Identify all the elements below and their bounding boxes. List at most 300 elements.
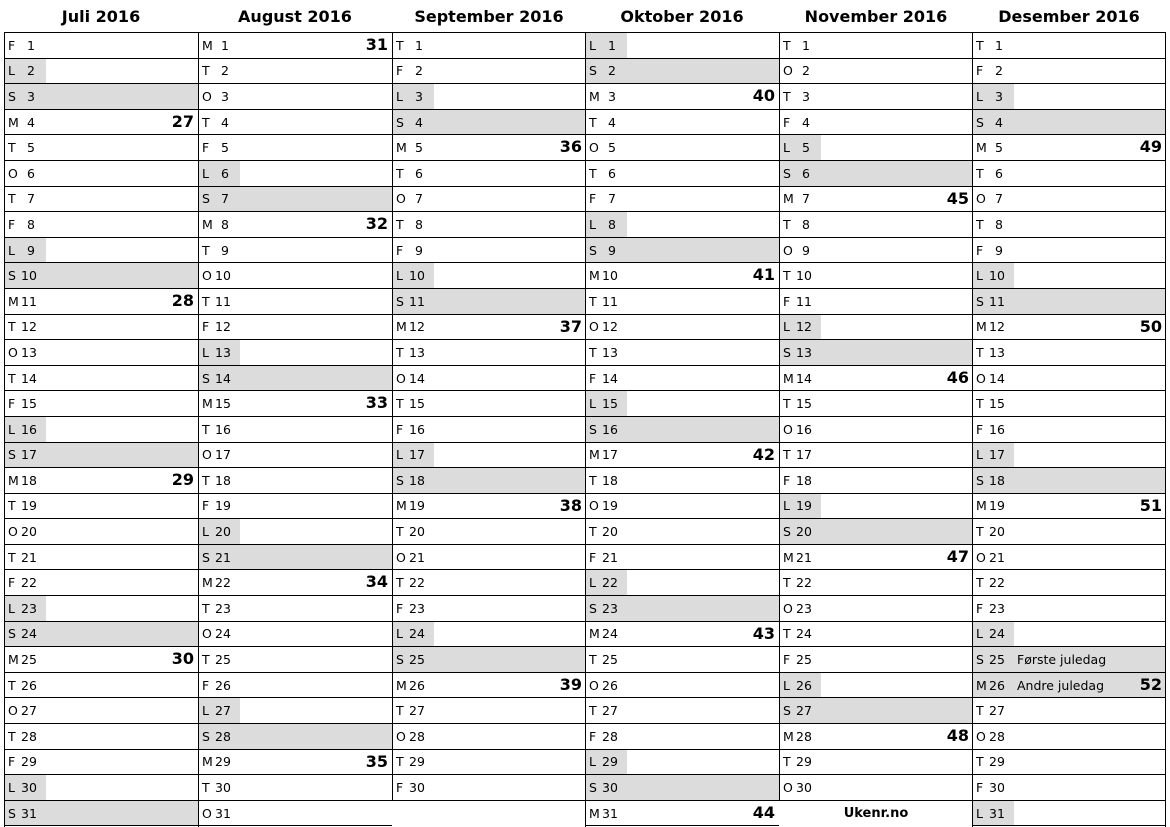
day-cell xyxy=(198,366,392,391)
weekday-letter: T xyxy=(589,114,597,130)
day-cell xyxy=(392,443,434,468)
weekday-letter: L xyxy=(396,268,403,284)
column-divider xyxy=(585,32,586,827)
week-number: 42 xyxy=(752,444,775,464)
day-cell xyxy=(779,187,810,212)
day-number: 17 xyxy=(989,447,1005,463)
weekday-letter: O xyxy=(976,549,986,565)
weekday-letter: T xyxy=(976,396,984,412)
day-number: 26 xyxy=(21,677,37,693)
day-row xyxy=(198,32,392,58)
day-cell xyxy=(779,724,810,749)
column-divider xyxy=(779,32,780,801)
month-title: August 2016 xyxy=(238,7,352,26)
weekday-letter: F xyxy=(396,600,404,616)
month-column xyxy=(198,0,392,826)
day-number: 23 xyxy=(21,600,37,616)
weekday-letter: T xyxy=(783,37,791,53)
weekday-letter: L xyxy=(976,268,983,284)
day-number: 21 xyxy=(796,549,812,565)
day-number: 5 xyxy=(995,140,1003,156)
day-row xyxy=(779,83,973,109)
day-number: 28 xyxy=(989,728,1005,744)
weekday-letter: L xyxy=(783,677,790,693)
day-row xyxy=(198,365,392,391)
day-number: 12 xyxy=(409,319,425,335)
day-number: 17 xyxy=(21,447,37,463)
day-row xyxy=(972,390,1166,416)
weekday-letter: L xyxy=(783,319,790,335)
weekday-letter: L xyxy=(589,216,596,232)
day-cell xyxy=(972,263,1014,288)
day-row xyxy=(972,262,1166,288)
day-cell xyxy=(972,775,1003,800)
weekday-letter: O xyxy=(396,728,406,744)
day-row xyxy=(198,697,392,723)
day-cell xyxy=(779,110,810,135)
day-number: 3 xyxy=(608,88,616,104)
day-row xyxy=(585,518,779,544)
day-number: 5 xyxy=(608,140,616,156)
day-row xyxy=(392,749,586,775)
day-row xyxy=(779,467,973,493)
week-number: 50 xyxy=(1139,316,1162,336)
weekday-letter: L xyxy=(976,805,983,821)
day-row xyxy=(392,314,586,340)
weekday-letter: F xyxy=(8,575,16,591)
weekday-letter: M xyxy=(783,370,794,386)
month-column xyxy=(392,0,586,801)
day-number: 11 xyxy=(989,293,1005,309)
day-row xyxy=(198,237,392,263)
day-number: 23 xyxy=(215,600,231,616)
weekday-letter: F xyxy=(589,728,597,744)
day-row xyxy=(4,32,198,58)
day-row xyxy=(4,109,198,135)
day-cell xyxy=(779,161,973,186)
day-number: 13 xyxy=(215,344,231,360)
day-number: 28 xyxy=(602,728,618,744)
weekday-letter: F xyxy=(8,754,16,770)
day-cell xyxy=(4,59,46,84)
weekday-letter: L xyxy=(589,575,596,591)
day-cell xyxy=(392,315,423,340)
day-cell xyxy=(198,417,229,442)
day-cell xyxy=(779,238,810,263)
weekday-letter: F xyxy=(589,191,597,207)
day-cell xyxy=(198,161,240,186)
day-row xyxy=(585,365,779,391)
day-row xyxy=(779,134,973,160)
day-number: 20 xyxy=(21,524,37,540)
day-number: 16 xyxy=(215,421,231,437)
weekday-letter: L xyxy=(8,242,15,258)
weekday-letter: O xyxy=(8,524,18,540)
day-number: 1 xyxy=(995,37,1003,53)
day-cell xyxy=(972,391,1003,416)
weekday-letter: O xyxy=(976,191,986,207)
day-number: 24 xyxy=(409,626,425,642)
day-number: 30 xyxy=(796,780,812,796)
week-number: 51 xyxy=(1139,495,1162,515)
day-number: 7 xyxy=(415,191,423,207)
day-cell xyxy=(4,212,35,237)
day-row xyxy=(392,569,586,595)
day-cell xyxy=(392,391,423,416)
weekday-letter: O xyxy=(783,63,793,79)
day-cell xyxy=(779,468,810,493)
week-number: 39 xyxy=(559,674,582,694)
day-cell xyxy=(585,366,616,391)
day-cell xyxy=(392,110,586,135)
day-cell xyxy=(4,673,35,698)
day-row xyxy=(392,109,586,135)
day-number: 9 xyxy=(995,242,1003,258)
day-number: 16 xyxy=(409,421,425,437)
day-cell xyxy=(198,238,229,263)
day-cell xyxy=(392,187,423,212)
day-number: 12 xyxy=(796,319,812,335)
weekday-letter: L xyxy=(202,165,209,181)
day-row xyxy=(972,646,1166,672)
day-row xyxy=(585,416,779,442)
weekday-letter: F xyxy=(8,216,16,232)
day-cell xyxy=(585,187,616,212)
day-row xyxy=(392,262,586,288)
day-number: 4 xyxy=(802,114,810,130)
weekday-letter: F xyxy=(783,114,791,130)
day-row xyxy=(392,237,586,263)
weekday-letter: O xyxy=(202,805,212,821)
day-cell xyxy=(779,494,821,519)
weekday-letter: T xyxy=(783,88,791,104)
weekday-letter: S xyxy=(8,88,16,104)
month-title: November 2016 xyxy=(804,7,948,26)
day-number: 15 xyxy=(21,396,37,412)
day-number: 8 xyxy=(221,216,229,232)
day-number: 10 xyxy=(989,268,1005,284)
day-cell xyxy=(4,110,35,135)
weekday-letter: L xyxy=(976,88,983,104)
day-cell xyxy=(4,775,46,800)
day-row xyxy=(585,569,779,595)
day-cell xyxy=(972,724,1003,749)
weekday-letter: O xyxy=(589,140,599,156)
weekday-letter: O xyxy=(202,626,212,642)
day-number: 13 xyxy=(796,344,812,360)
weekday-letter: M xyxy=(396,498,407,514)
day-row xyxy=(585,339,779,365)
weekday-letter: F xyxy=(976,780,984,796)
day-cell xyxy=(392,698,423,723)
day-number: 6 xyxy=(221,165,229,181)
month-title: Desember 2016 xyxy=(998,7,1140,26)
day-row xyxy=(972,365,1166,391)
weekday-letter: T xyxy=(589,652,597,668)
day-number: 2 xyxy=(608,63,616,79)
weekday-letter: M xyxy=(976,677,987,693)
day-row xyxy=(972,160,1166,186)
weekday-letter: M xyxy=(396,319,407,335)
day-row xyxy=(779,186,973,212)
day-cell xyxy=(392,238,423,263)
day-cell xyxy=(392,724,423,749)
day-number: 28 xyxy=(215,728,231,744)
day-number: 19 xyxy=(602,498,618,514)
day-number: 2 xyxy=(415,63,423,79)
day-number: 4 xyxy=(415,114,423,130)
weekday-letter: M xyxy=(589,805,600,821)
day-number: 21 xyxy=(409,549,425,565)
day-number: 4 xyxy=(995,114,1003,130)
weekday-letter: T xyxy=(8,191,16,207)
day-number: 25 xyxy=(989,652,1005,668)
day-cell xyxy=(392,570,423,595)
day-row xyxy=(4,774,198,800)
weekday-letter: T xyxy=(202,421,210,437)
weekday-letter: L xyxy=(202,524,209,540)
weekday-letter: T xyxy=(396,575,404,591)
day-cell xyxy=(585,33,627,58)
weekday-letter: O xyxy=(976,370,986,386)
day-number: 16 xyxy=(989,421,1005,437)
day-number: 29 xyxy=(602,754,618,770)
day-row xyxy=(198,416,392,442)
day-cell xyxy=(585,570,627,595)
day-row xyxy=(585,621,779,647)
day-cell xyxy=(198,724,392,749)
week-number: 43 xyxy=(752,623,775,643)
day-number: 29 xyxy=(989,754,1005,770)
weekday-letter: O xyxy=(202,447,212,463)
day-cell xyxy=(972,596,1003,621)
weekday-letter: S xyxy=(589,421,597,437)
day-cell xyxy=(4,750,35,775)
day-cell xyxy=(972,519,1003,544)
day-row xyxy=(585,646,779,672)
day-number: 30 xyxy=(989,780,1005,796)
month-column xyxy=(585,0,779,826)
day-row xyxy=(392,83,586,109)
day-number: 22 xyxy=(602,575,618,591)
day-cell xyxy=(972,238,1003,263)
day-row xyxy=(198,646,392,672)
week-number: 32 xyxy=(365,214,388,234)
weekday-letter: T xyxy=(202,242,210,258)
day-row xyxy=(198,544,392,570)
weekday-letter: M xyxy=(8,114,19,130)
week-number: 46 xyxy=(946,367,969,387)
day-row xyxy=(4,646,198,672)
day-cell xyxy=(972,59,1003,84)
day-cell xyxy=(392,289,586,314)
day-row xyxy=(585,749,779,775)
day-cell xyxy=(198,289,229,314)
day-number: 30 xyxy=(215,780,231,796)
day-cell xyxy=(585,289,616,314)
day-number: 9 xyxy=(221,242,229,258)
day-row xyxy=(779,262,973,288)
day-row xyxy=(392,32,586,58)
day-number: 31 xyxy=(21,805,37,821)
day-number: 8 xyxy=(27,216,35,232)
day-number: 16 xyxy=(602,421,618,437)
day-row xyxy=(198,595,392,621)
day-cell xyxy=(392,596,423,621)
day-row xyxy=(392,134,586,160)
day-row xyxy=(198,800,392,826)
month-bottom-border xyxy=(4,825,198,826)
day-cell xyxy=(972,545,1003,570)
week-number: 47 xyxy=(946,546,969,566)
day-cell xyxy=(392,622,434,647)
day-row xyxy=(198,339,392,365)
day-cell xyxy=(4,135,35,160)
weekday-letter: O xyxy=(202,88,212,104)
weekday-letter: O xyxy=(783,421,793,437)
column-divider xyxy=(198,32,199,827)
day-cell xyxy=(392,84,434,109)
day-number: 21 xyxy=(21,549,37,565)
day-cell xyxy=(585,468,616,493)
weekday-letter: S xyxy=(396,472,404,488)
weekday-letter: T xyxy=(202,472,210,488)
day-number: 20 xyxy=(796,524,812,540)
day-number: 5 xyxy=(221,140,229,156)
day-cell xyxy=(972,33,1003,58)
day-row xyxy=(392,467,586,493)
month-column xyxy=(779,0,973,801)
day-number: 8 xyxy=(608,216,616,232)
weekday-letter: M xyxy=(202,754,213,770)
day-cell xyxy=(198,519,240,544)
day-number: 9 xyxy=(27,242,35,258)
day-cell xyxy=(972,750,1003,775)
day-number: 19 xyxy=(21,498,37,514)
day-row xyxy=(392,672,586,698)
day-cell xyxy=(972,187,1003,212)
day-cell xyxy=(4,84,198,109)
month-bottom-border xyxy=(585,825,779,826)
day-cell xyxy=(585,315,616,340)
day-cell xyxy=(585,494,616,519)
day-row xyxy=(198,186,392,212)
weekday-letter: T xyxy=(783,626,791,642)
day-row xyxy=(972,314,1166,340)
day-cell xyxy=(779,775,810,800)
day-cell xyxy=(779,622,810,647)
day-cell xyxy=(198,775,229,800)
day-row xyxy=(585,83,779,109)
day-row xyxy=(4,160,198,186)
weekday-letter: L xyxy=(396,447,403,463)
day-cell xyxy=(4,494,35,519)
day-cell xyxy=(779,391,810,416)
day-cell xyxy=(4,161,35,186)
day-row xyxy=(4,339,198,365)
day-row xyxy=(779,442,973,468)
day-number: 10 xyxy=(796,268,812,284)
day-cell xyxy=(198,622,229,647)
brand-text[interactable]: Ukenr.no xyxy=(843,806,909,821)
day-cell xyxy=(198,135,229,160)
weekday-letter: T xyxy=(589,524,597,540)
day-cell xyxy=(4,289,35,314)
weekday-letter: T xyxy=(783,396,791,412)
day-number: 13 xyxy=(602,344,618,360)
day-row xyxy=(972,749,1166,775)
day-cell xyxy=(972,417,1003,442)
day-row xyxy=(585,544,779,570)
weekday-letter: L xyxy=(8,780,15,796)
day-cell xyxy=(392,161,423,186)
day-number: 31 xyxy=(602,805,618,821)
day-cell xyxy=(972,315,1003,340)
day-row xyxy=(392,365,586,391)
day-row xyxy=(392,723,586,749)
day-number: 6 xyxy=(415,165,423,181)
month-column xyxy=(4,0,198,826)
day-cell xyxy=(585,801,616,826)
day-number: 14 xyxy=(989,370,1005,386)
day-row xyxy=(972,237,1166,263)
day-cell xyxy=(779,33,810,58)
day-row xyxy=(392,416,586,442)
day-row xyxy=(972,595,1166,621)
day-cell xyxy=(585,212,627,237)
day-number: 19 xyxy=(989,498,1005,514)
day-number: 19 xyxy=(796,498,812,514)
day-row xyxy=(198,569,392,595)
weekday-letter: O xyxy=(8,344,18,360)
day-cell xyxy=(779,59,810,84)
day-row xyxy=(392,160,586,186)
week-number: 27 xyxy=(171,111,194,131)
day-row xyxy=(4,416,198,442)
day-cell xyxy=(972,622,1014,647)
day-row xyxy=(779,288,973,314)
day-row xyxy=(198,467,392,493)
day-row xyxy=(198,314,392,340)
day-row xyxy=(392,442,586,468)
day-number: 25 xyxy=(409,652,425,668)
month-column xyxy=(972,0,1166,826)
day-cell xyxy=(585,443,616,468)
day-number: 6 xyxy=(995,165,1003,181)
weekday-letter: F xyxy=(202,498,210,514)
day-row xyxy=(779,672,973,698)
day-cell xyxy=(585,519,616,544)
day-cell xyxy=(392,212,423,237)
day-row xyxy=(198,211,392,237)
day-cell xyxy=(392,135,423,160)
weekday-letter: L xyxy=(202,344,209,360)
weekday-letter: F xyxy=(396,421,404,437)
weekday-letter: M xyxy=(202,575,213,591)
weekday-letter: O xyxy=(783,780,793,796)
day-cell xyxy=(779,545,810,570)
day-cell xyxy=(972,289,1166,314)
day-cell xyxy=(4,698,35,723)
day-row xyxy=(4,672,198,698)
weekday-letter: T xyxy=(8,677,16,693)
weekday-letter: T xyxy=(202,652,210,668)
day-cell xyxy=(198,340,240,365)
weekday-letter: T xyxy=(783,216,791,232)
column-divider xyxy=(972,32,973,827)
weekday-letter: S xyxy=(8,268,16,284)
day-row xyxy=(4,186,198,212)
